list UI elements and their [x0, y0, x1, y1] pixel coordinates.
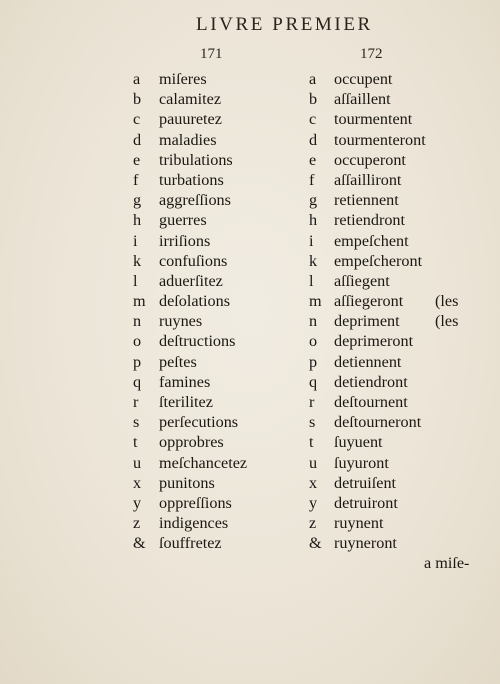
- entry-word: oppreſſions: [159, 493, 232, 512]
- entry-word: ruyneront: [334, 534, 397, 553]
- entry-word: retiendront: [334, 211, 406, 230]
- entry-letter: &: [133, 534, 146, 553]
- entry-word: ſterilitez: [159, 393, 213, 411]
- entry-word: famines: [159, 372, 211, 391]
- entry-word: ſuyuront: [334, 453, 389, 472]
- entry-word: perſecutions: [159, 413, 239, 432]
- entry-letter: u: [309, 453, 318, 472]
- entry-word: guerres: [159, 211, 207, 230]
- entry-letter: p: [309, 352, 318, 371]
- entry-letter: o: [309, 332, 318, 351]
- entry-word: detiendront: [334, 372, 408, 391]
- entry-word: opprobres: [159, 433, 224, 452]
- entry-word: deſtructions: [159, 332, 236, 351]
- running-head: LIVRE PREMIER: [196, 14, 373, 35]
- entry-letter: c: [309, 110, 317, 129]
- entry-letter: a: [133, 70, 141, 88]
- entry-word: aſſailliront: [334, 170, 402, 189]
- entry-word: ſouffretez: [159, 534, 222, 553]
- entry-letter: s: [309, 413, 316, 432]
- entry-word: punitons: [159, 473, 215, 492]
- entry-letter: b: [309, 90, 318, 109]
- entry-word: meſchancetez: [159, 453, 248, 472]
- entry-word: tourmenteront: [334, 130, 426, 149]
- entry-word: ruynes: [159, 312, 203, 331]
- entry-word: irriſions: [159, 231, 211, 250]
- entry-letter: k: [309, 251, 318, 270]
- entry-letter: n: [309, 312, 318, 331]
- entry-word: maladies: [159, 130, 217, 149]
- entry-letter: p: [133, 352, 142, 371]
- entry-letter: f: [309, 170, 315, 189]
- entry-letter: i: [133, 231, 138, 250]
- entry-word: turbations: [159, 170, 224, 189]
- entry-word: aduerſitez: [159, 271, 223, 290]
- entry-word: deprimeront: [334, 332, 414, 351]
- entry-letter: h: [133, 211, 142, 230]
- entry-letter: l: [309, 271, 314, 290]
- entry-word: confuſions: [159, 251, 228, 270]
- entry-letter: r: [309, 393, 315, 411]
- entry-letter: m: [309, 292, 322, 311]
- entry-letter: e: [309, 150, 317, 169]
- entry-letter: t: [309, 433, 314, 452]
- entry-letter: a: [309, 70, 317, 88]
- entry-word: detiennent: [334, 352, 402, 371]
- entry-word: deſtourneront: [334, 413, 422, 432]
- entry-letter: z: [309, 514, 317, 533]
- entry-letter: f: [133, 170, 139, 189]
- entry-word: peſtes: [159, 352, 197, 371]
- entry-letter: o: [133, 332, 142, 351]
- entry-word: pauuretez: [159, 110, 222, 129]
- entry-letter: y: [133, 493, 142, 512]
- entry-letter: d: [309, 130, 318, 149]
- entry-word: occuperont: [334, 150, 406, 169]
- entry-word: deſtournent: [334, 393, 408, 411]
- entry-word: depriment: [334, 312, 400, 331]
- entry-word: retiennent: [334, 191, 399, 210]
- entry-word: aſſiegent: [334, 271, 390, 290]
- entry-word: indigences: [159, 514, 229, 533]
- entry-letter: m: [133, 292, 146, 311]
- entry-letter: q: [133, 372, 142, 391]
- entry-letter: r: [133, 393, 139, 411]
- entry-word: calamitez: [159, 90, 222, 109]
- entry-word: ruynent: [334, 514, 384, 533]
- folio-left: 171: [200, 46, 223, 62]
- entry-letter: l: [133, 271, 138, 290]
- entry-extra: (les: [435, 292, 459, 311]
- entry-word: tribulations: [159, 150, 233, 169]
- entry-letter: &: [309, 534, 322, 553]
- entry-letter: x: [309, 473, 318, 492]
- entry-letter: i: [309, 231, 314, 250]
- entry-letter: t: [133, 433, 138, 452]
- entry-word: detruiſent: [334, 473, 397, 492]
- entry-letter: g: [133, 191, 142, 210]
- entry-word: aggreſſions: [159, 191, 231, 210]
- entry-word: deſolations: [159, 292, 231, 311]
- entry-word: empeſchent: [334, 231, 409, 250]
- entry-letter: e: [133, 150, 141, 169]
- entry-word: aſſiegeront: [334, 292, 404, 311]
- entry-extra: (les: [435, 312, 459, 331]
- entry-letter: x: [133, 473, 142, 492]
- entry-word: miſeres: [159, 70, 207, 88]
- entry-letter: d: [133, 130, 142, 149]
- entry-word: occupent: [334, 70, 393, 88]
- entry-word: tourmentent: [334, 110, 413, 129]
- entry-letter: y: [309, 493, 318, 512]
- entry-letter: b: [133, 90, 142, 109]
- entry-letter: n: [133, 312, 142, 331]
- entry-letter: q: [309, 372, 318, 391]
- entry-word: aſſaillent: [334, 90, 391, 109]
- entry-letter: g: [309, 191, 318, 210]
- catchword: a miſe-: [424, 554, 470, 572]
- entry-letter: c: [133, 110, 141, 129]
- entry-word: empeſcheront: [334, 251, 423, 270]
- entry-letter: u: [133, 453, 142, 472]
- entry-letter: s: [133, 413, 140, 432]
- entry-letter: z: [133, 514, 141, 533]
- entry-letter: h: [309, 211, 318, 230]
- entry-word: ſuyuent: [334, 433, 383, 452]
- entry-letter: k: [133, 251, 142, 270]
- entry-word: detruiront: [334, 493, 398, 512]
- folio-right: 172: [360, 46, 383, 62]
